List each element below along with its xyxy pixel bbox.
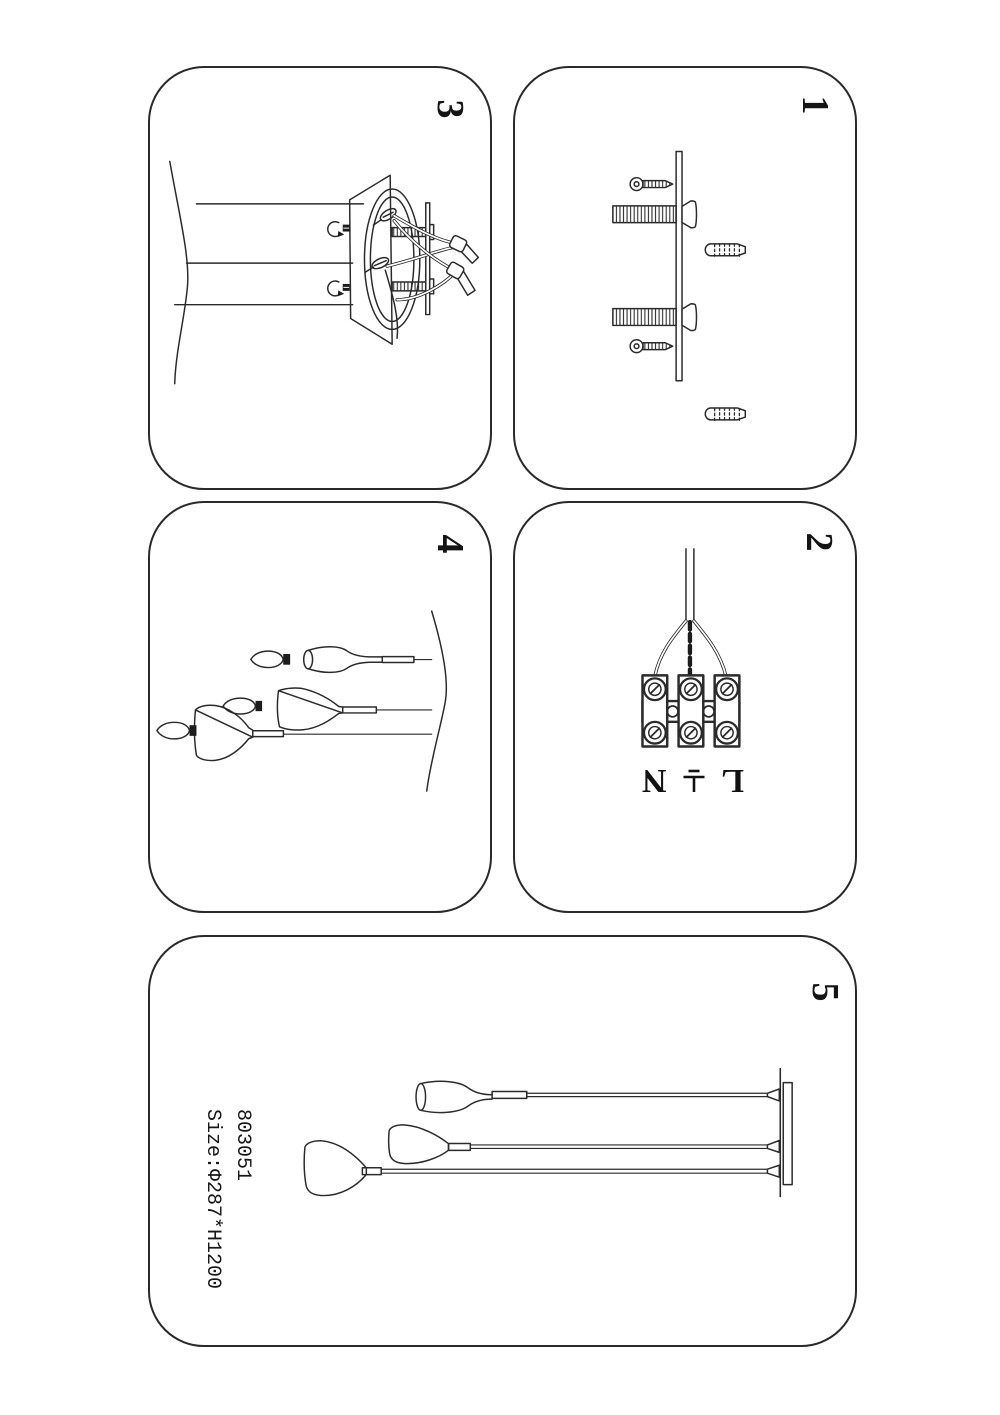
pendant-arm-middle: [277, 688, 431, 730]
live-terminal-label: L: [721, 762, 744, 799]
keyhole-slot-bottom: [365, 255, 390, 272]
pendant-arm-bottom: [194, 705, 431, 760]
machine-bolt-bottom: [613, 304, 697, 331]
product-code: 803051: [231, 1109, 254, 1182]
mains-cable: [686, 549, 694, 620]
wood-screw-bottom: [630, 340, 673, 353]
assembly-step-panel-3: [148, 66, 492, 490]
assembly-step-panel-5: [148, 935, 857, 1347]
wall-anchor-top: [705, 244, 745, 256]
bulb-installation-illustration: [150, 503, 490, 911]
assembly-step-panel-1: [513, 66, 857, 490]
candle-bulb-top: [251, 651, 290, 667]
wire-neutral: [655, 621, 686, 676]
candle-bulb-bottom: [157, 722, 197, 739]
pendant-rod-middle: [449, 1141, 780, 1153]
canopy-mounting-illustration: [150, 68, 490, 488]
pendant-rod-top: [492, 1089, 779, 1101]
assembly-step-panel-4: [148, 501, 492, 913]
mounting-bracket: [676, 151, 682, 380]
glass-shade-middle: [389, 1125, 449, 1164]
ceiling-break-line: [170, 161, 364, 383]
mounting-bracket-edge: [426, 203, 430, 315]
pendant-arm-top: [304, 647, 432, 673]
step-number-1: 1: [794, 95, 836, 115]
product-size: Size:Φ287*H1200: [201, 1109, 224, 1290]
neutral-terminal-label: N: [642, 762, 667, 799]
step-number-4: 4: [429, 534, 471, 554]
assembly-step-panel-2: [513, 501, 857, 913]
screw-rotation-icon-bottom: [328, 281, 350, 296]
ceiling-plate: [780, 1069, 792, 1197]
wall-anchor-bottom: [705, 408, 745, 420]
candle-bulb-middle: [223, 698, 262, 714]
glass-shade-bottom: [304, 1141, 366, 1196]
machine-bolt-top: [613, 201, 697, 228]
finished-fixture-illustration: [150, 937, 855, 1345]
wire-live: [694, 621, 726, 676]
step-number-2: 2: [798, 532, 840, 552]
pendant-rod-bottom: [362, 1165, 779, 1177]
screw-rotation-icon-top: [328, 222, 350, 237]
earth-ground-icon: [682, 765, 706, 795]
ceiling-break-line: [427, 611, 447, 791]
wire-connector-cap-top: [446, 235, 482, 265]
fixings-illustration: [515, 68, 855, 488]
step-number-5: 5: [804, 982, 846, 1002]
terminal-wiring-illustration: [515, 503, 855, 911]
step-number-3: 3: [429, 99, 471, 119]
terminal-labels: [642, 762, 744, 798]
glass-shade-top: [416, 1081, 492, 1112]
wood-screw-top: [630, 178, 673, 191]
